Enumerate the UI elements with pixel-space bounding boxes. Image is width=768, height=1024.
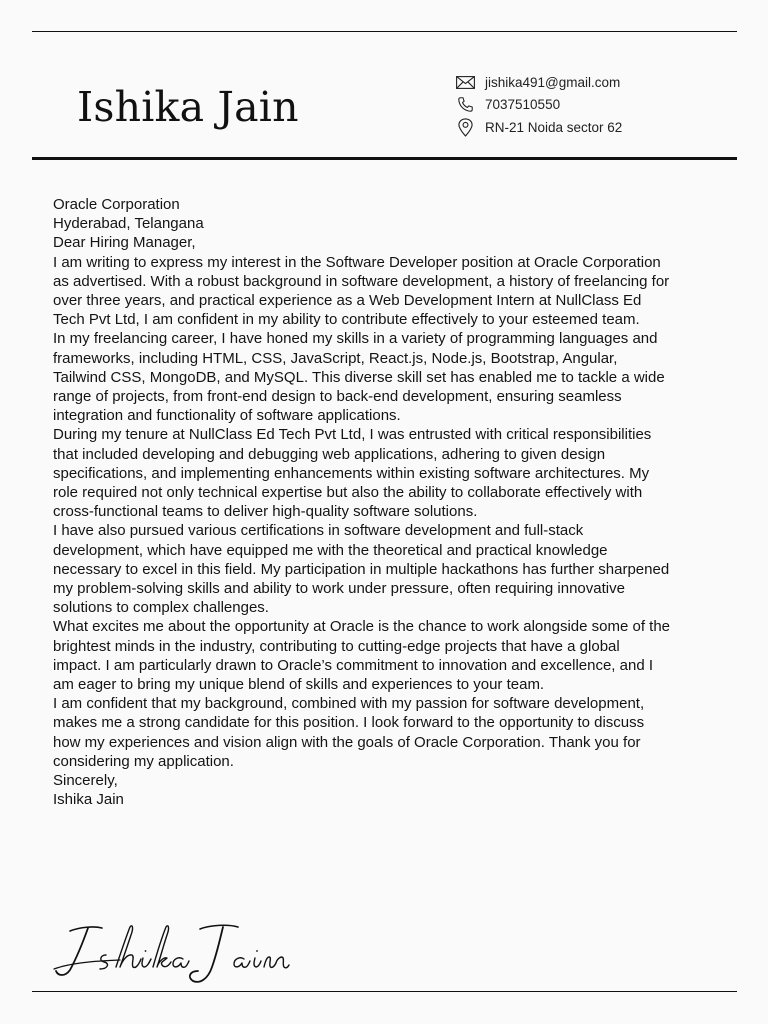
recipient-location: Hyderabad, Telangana bbox=[53, 215, 204, 233]
bottom-divider bbox=[32, 991, 737, 992]
paragraph: I am confident that my background, combined with my passion for software development, makes me a strong candidate for this position. I look forward to the opportunity to discuss how my experiences and vision align with the goals of Oracle Corporation. Thank you for considering my application. bbox=[53, 695, 645, 770]
recipient-company: Oracle Corporation bbox=[53, 196, 180, 213]
closing: Sincerely, bbox=[53, 772, 118, 790]
contact-phone bbox=[455, 94, 735, 117]
signoff-name: Ishika Jain bbox=[53, 791, 124, 809]
location-pin-icon bbox=[455, 118, 475, 136]
paragraph: In my freelancing career, I have honed my skills in a variety of programming languages and frameworks, including HTML, CSS, JavaScript, React.js, Node.js, Bootstrap, Angular, Tailwind CSS, MongoDB, and MySQL. This diverse skill set has enabled me to tackle a wide range of projects, from front-end design to back-end development, ensuring seamless integration and functionality of software applications. bbox=[53, 330, 665, 425]
paragraph: I am writing to express my interest in the Software Developer position at Oracle Corporation as advertised. With a robust background in software development, a history of freelancing for over three years, and practical experience as a Web Development Intern at NullClass Ed Tech Pvt Ltd, I am confident in my ability to contribute effectively to your esteemed team. bbox=[53, 253, 670, 329]
salutation: Dear Hiring Manager, bbox=[53, 234, 196, 252]
handwritten-signature bbox=[50, 915, 290, 985]
address-text: RN-21 Noida sector 62 bbox=[485, 119, 623, 135]
phone-text[interactable]: 7037510550 bbox=[485, 97, 561, 113]
phone-icon bbox=[455, 96, 475, 114]
header-divider bbox=[32, 157, 737, 160]
letter-body bbox=[53, 195, 671, 810]
paragraph: I have also pursued various certifications in software development and full-stack development, which have equipped me with the theoretical and practical knowledge necessary to excel in this field. My participation in multiple hackathons has further sharpened my problem-solving skills and ability to work under pressure, often requiring innovative solutions to complex challenges. bbox=[53, 522, 670, 617]
contact-email bbox=[455, 71, 735, 94]
email-text[interactable]: jishika491@gmail.com bbox=[485, 74, 621, 90]
paragraph: What excites me about the opportunity at Oracle is the chance to work alongside some of the brightest minds in the industry, contributing to cutting-edge projects that have a global impact. I am particularly drawn to Oracle’s commitment to innovation and excellence, and I am eager to bring my unique blend of skills and experiences to your team. bbox=[53, 618, 670, 694]
applicant-name: Ishika Jain bbox=[77, 83, 299, 132]
top-divider bbox=[32, 31, 737, 32]
contact-block bbox=[455, 71, 735, 139]
paragraph: During my tenure at NullClass Ed Tech Pvt Ltd, I was entrusted with critical responsibilities that included developing and debugging web applications, adhering to given design specifications, and implementing enhancements within existing software architectures. My role required not only technical expertise but also the ability to collaborate effectively with cross-functional teams to deliver high-quality software solutions. bbox=[53, 426, 652, 521]
mail-icon bbox=[455, 73, 475, 91]
contact-address bbox=[455, 116, 735, 139]
